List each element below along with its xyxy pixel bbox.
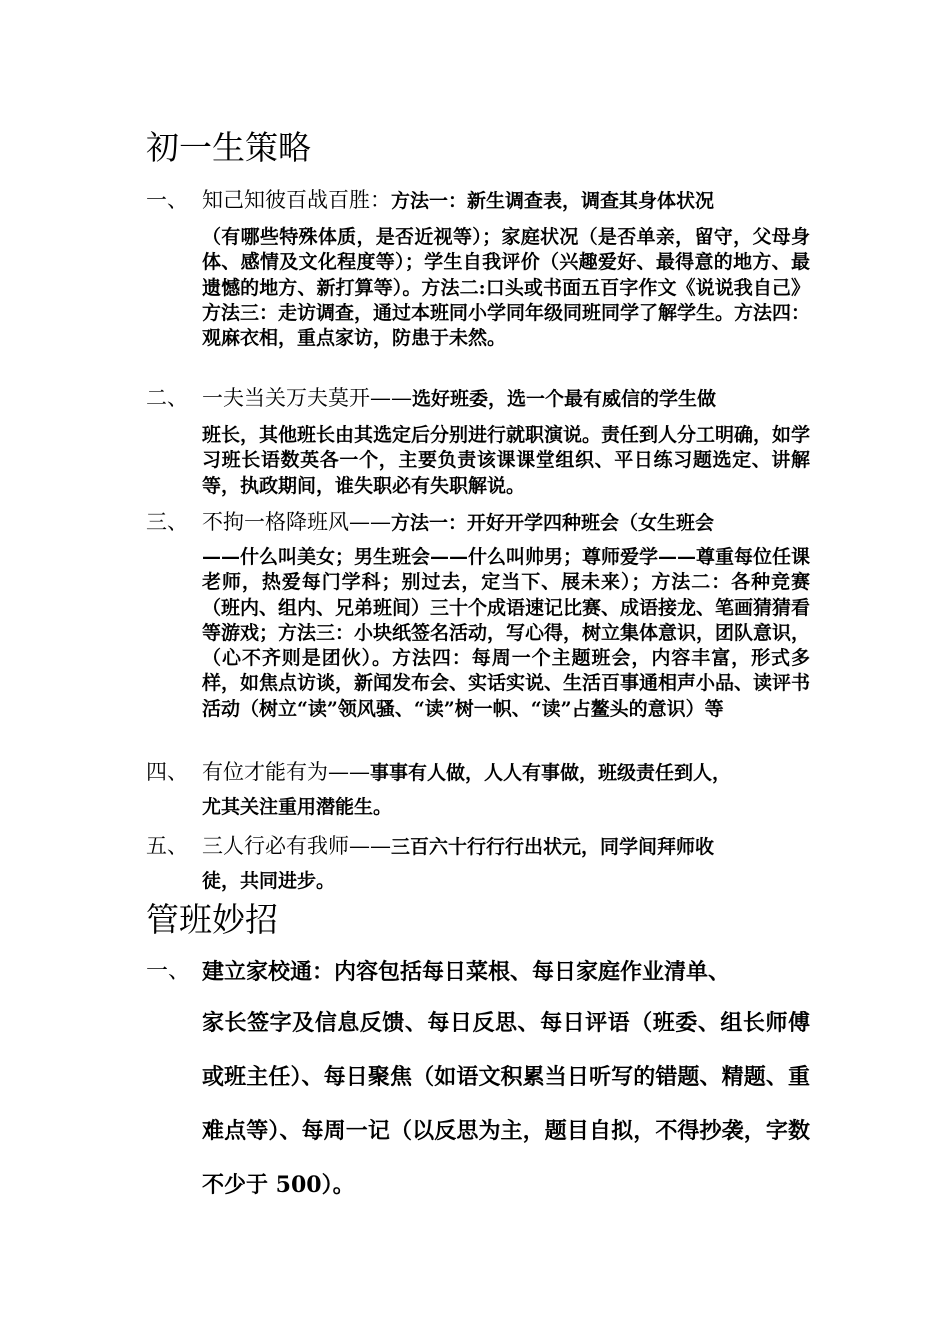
item-number: 一、 bbox=[146, 959, 191, 984]
item-number: 三、 bbox=[146, 510, 188, 534]
item-number: 二、 bbox=[146, 386, 188, 410]
item-first-line: 事事有人做，人人有事做，班级责任到人， bbox=[370, 762, 732, 784]
item-first-line: 方法一：新生调查表，调查其身体状况 bbox=[391, 190, 715, 212]
item-body: ——什么叫美女；男生班会——什么叫帅男；尊师爱学——尊重每位任课老师，热爱每门学科；别过去，定当下、展未来）；方法二：各种竞赛（班内、组内、兄弟班间）三十个成语速记比赛、成语接龙、笔画猜猜看等游戏；方法三：小块纸签名活动，写心得，树立集体意识，团队意识，（心不齐则是团伙）。方法四：每周一个主题班会，内容丰富，形式多样，如焦点访谈，新闻发布会、实话实说、生活百事通相声小品、读评书活动（树立“读”领风骚、“读”树一帜、“读”占鳌头的意识）等 bbox=[202, 546, 811, 720]
item-number: 一、 bbox=[146, 188, 188, 212]
item-heading bbox=[202, 385, 716, 413]
item-heading bbox=[202, 833, 714, 861]
item-lead: 一夫当关万夫莫开—— bbox=[202, 386, 412, 410]
item-lead: 不拘一格降班风—— bbox=[202, 510, 391, 534]
item-heading bbox=[202, 509, 714, 537]
item-number: 四、 bbox=[146, 760, 188, 784]
item-body: 家长签字及信息反馈、每日反思、每日评语（班委、组长师傅或班主任）、每日聚焦（如语文积累当日听写的错题、精题、重难点等）、每周一记（以反思为主，题目自拟，不得抄袭，字数不少于 500）。 bbox=[202, 1010, 810, 1198]
item-number: 五、 bbox=[146, 834, 188, 858]
item-body: （有哪些特殊体质，是否近视等）；家庭状况（是否单亲，留守，父母身体、感情及文化程度等）；学生自我评价（兴趣爱好、最得意的地方、最遗憾的地方、新打算等）。方法二:口头或书面五百字作文《说说我自己》方法三：走访调查，通过本班同小学同年级同班同学了解学生。方法四：观麻衣相，重点家访，防患于未然。 bbox=[202, 226, 811, 350]
item-body: 尤其关注重用潜能生。 bbox=[202, 796, 393, 818]
item-lead: 知己知彼百战百胜： bbox=[202, 188, 391, 212]
item-first-line: 方法一：开好开学四种班会（女生班会 bbox=[391, 512, 715, 534]
item-body: 徒，共同进步。 bbox=[202, 870, 336, 892]
section-title-management: 管班妙招 bbox=[146, 900, 278, 939]
item-heading bbox=[202, 187, 714, 215]
item-heading bbox=[202, 759, 731, 787]
item-first-line: 选好班委，选一个最有威信的学生做 bbox=[412, 388, 717, 410]
item-body: 班长，其他班长由其选定后分别进行就职演说。责任到人分工明确，如学习班长语数英各一个，主要负责该课课堂组织、平日练习题选定、讲解等，执政期间，谁失职必有失职解说。 bbox=[202, 424, 811, 497]
item-first-line: 建立家校通：内容包括每日菜根、每日家庭作业清单、 bbox=[202, 959, 731, 985]
section-title-strategy: 初一生策略 bbox=[146, 128, 311, 167]
item-first-line: 三百六十行行行出状元，同学间拜师收 bbox=[391, 836, 715, 858]
item-lead: 三人行必有我师—— bbox=[202, 834, 391, 858]
item-lead: 有位才能有为—— bbox=[202, 760, 370, 784]
